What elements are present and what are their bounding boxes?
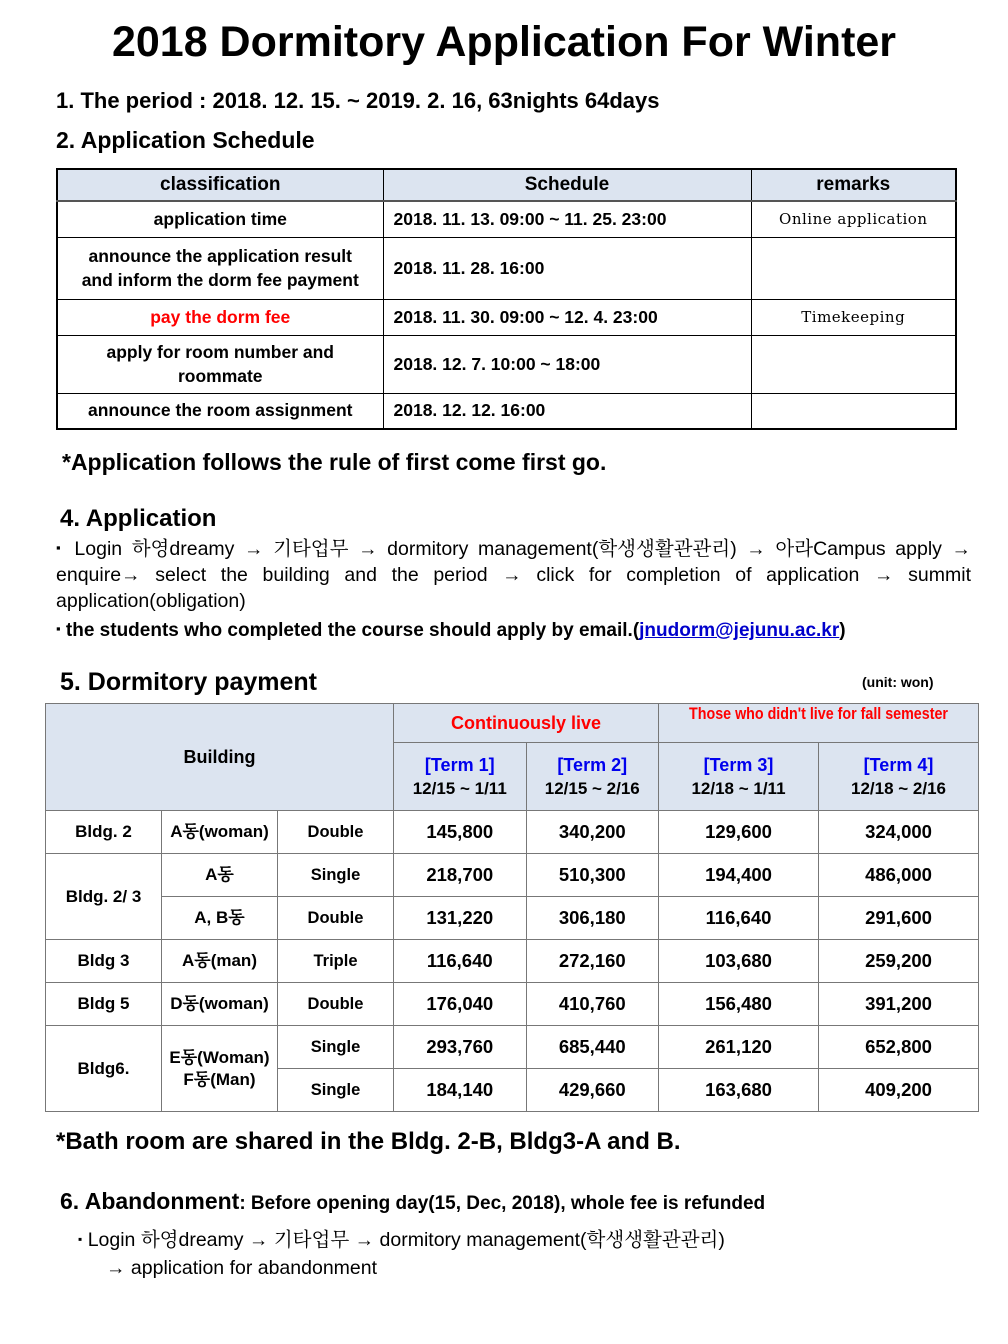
cell-term-1-fee: 218,700 xyxy=(394,854,527,897)
cell-room-type: Double xyxy=(278,811,394,854)
table-row xyxy=(57,237,956,299)
term-3-range: 12/18 ~ 1/11 xyxy=(691,778,786,798)
cell-building: Bldg 5 xyxy=(46,983,162,1026)
email-instruction-prefix: the students who completed the course should apply by email.( xyxy=(65,620,640,641)
cell-term-4-fee: 391,200 xyxy=(819,983,979,1026)
table-row xyxy=(46,897,979,940)
cell-dong-line2: F동(Man) xyxy=(183,1069,256,1089)
cell-term-1-fee: 131,220 xyxy=(394,897,527,940)
cell-classification xyxy=(57,335,383,393)
cell-term-3-fee: 261,120 xyxy=(659,1026,819,1069)
abandonment-section-heading xyxy=(60,1188,765,1215)
cell-building: Bldg6. xyxy=(46,1026,162,1112)
cell-term-3-fee: 116,640 xyxy=(659,897,819,940)
cell-term-2-fee: 340,200 xyxy=(526,811,659,854)
column-header-term-3 xyxy=(659,743,819,811)
email-instruction-suffix: ) xyxy=(839,620,846,641)
table-row xyxy=(57,335,956,393)
cell-term-3-fee: 129,600 xyxy=(659,811,819,854)
schedule-section-heading: 2. Application Schedule xyxy=(56,127,315,153)
term-2-range: 12/15 ~ 2/16 xyxy=(544,778,640,798)
cell-dong: A동(man) xyxy=(162,940,278,983)
cell-remarks xyxy=(751,335,956,393)
cell-term-1-fee: 145,800 xyxy=(394,811,527,854)
bullet-icon: ▪ xyxy=(78,1232,83,1246)
column-header-classification: classification xyxy=(57,169,383,201)
abandonment-heading-text: 6. Abandonment xyxy=(60,1188,240,1214)
cell-term-4-fee: 259,200 xyxy=(819,940,979,983)
dormitory-payment-table xyxy=(45,703,979,1112)
column-header-term-1 xyxy=(394,743,527,811)
cell-term-4-fee: 486,000 xyxy=(819,854,979,897)
cell-classification-line2: roommate xyxy=(177,366,263,386)
cell-room-type: Single xyxy=(278,1026,394,1069)
cell-classification-line1: apply for room number and xyxy=(106,342,335,362)
abandonment-flow-line-2: → application for abandonment xyxy=(106,1257,378,1279)
cell-room-type: Single xyxy=(278,1069,394,1112)
cell-term-4-fee: 652,800 xyxy=(819,1026,979,1069)
cell-classification xyxy=(57,237,383,299)
table-row xyxy=(46,811,979,854)
table-row xyxy=(46,983,979,1026)
column-header-building: Building xyxy=(46,704,394,811)
cell-classification: announce the room assignment xyxy=(57,393,383,429)
cell-room-type: Single xyxy=(278,854,394,897)
cell-term-2-fee: 410,760 xyxy=(526,983,659,1026)
cell-term-4-fee: 409,200 xyxy=(819,1069,979,1112)
term-1-range: 12/15 ~ 1/11 xyxy=(412,778,507,798)
payment-section-heading: 5. Dormitory payment xyxy=(60,668,318,696)
application-schedule-table xyxy=(56,168,957,430)
cell-dong-line1: E동(Woman) xyxy=(169,1047,270,1067)
cell-room-type: Double xyxy=(278,897,394,940)
term-4-label: [Term 4] xyxy=(863,754,934,775)
cell-term-2-fee: 272,160 xyxy=(526,940,659,983)
cell-term-1-fee: 116,640 xyxy=(394,940,527,983)
bullet-icon: ▪ xyxy=(56,540,65,555)
cell-term-4-fee: 324,000 xyxy=(819,811,979,854)
cell-schedule: 2018. 12. 7. 10:00 ~ 18:00 xyxy=(383,335,751,393)
cell-term-1-fee: 293,760 xyxy=(394,1026,527,1069)
cell-schedule: 2018. 12. 12. 16:00 xyxy=(383,393,751,429)
term-2-label: [Term 2] xyxy=(557,754,628,775)
cell-remarks xyxy=(751,237,956,299)
cell-term-3-fee: 103,680 xyxy=(659,940,819,983)
term-1-label: [Term 1] xyxy=(424,754,495,775)
first-come-note: *Application follows the rule of first come first go. xyxy=(62,449,607,475)
cell-remarks: Online application xyxy=(751,201,956,237)
cell-term-1-fee: 184,140 xyxy=(394,1069,527,1112)
cell-remarks: Timekeeping xyxy=(751,299,956,335)
cell-term-2-fee: 306,180 xyxy=(526,897,659,940)
table-row xyxy=(46,1026,979,1069)
table-row xyxy=(57,201,956,237)
cell-term-3-fee: 194,400 xyxy=(659,854,819,897)
column-group-header-continuous: Continuously live xyxy=(394,704,659,743)
cell-classification-line2: and inform the dorm fee payment xyxy=(81,270,359,290)
application-section-heading: 4. Application xyxy=(60,505,217,532)
table-row xyxy=(46,854,979,897)
cell-term-2-fee: 510,300 xyxy=(526,854,659,897)
cell-dong: D동(woman) xyxy=(162,983,278,1026)
cell-term-3-fee: 163,680 xyxy=(659,1069,819,1112)
unit-note: (unit: won) xyxy=(862,674,934,690)
cell-remarks xyxy=(751,393,956,429)
cell-term-2-fee: 429,660 xyxy=(526,1069,659,1112)
dorm-email-link[interactable]: jnudorm@jejunu.ac.kr xyxy=(639,620,840,641)
cell-schedule: 2018. 11. 28. 16:00 xyxy=(383,237,751,299)
cell-schedule: 2018. 11. 13. 09:00 ~ 11. 25. 23:00 xyxy=(383,201,751,237)
application-flow-text: Login 하영dreamy → 기타업무 → dormitory management(학생생활관관리) → 아라Campus apply → enquire→ select the building and the period → click for completion of application → summit application(obligation) xyxy=(56,538,971,612)
period-line: 1. The period : 2018. 12. 15. ~ 2019. 2. 16, 63nights 64days xyxy=(56,88,660,113)
cell-term-1-fee: 176,040 xyxy=(394,983,527,1026)
cell-building: Bldg. 2/ 3 xyxy=(46,854,162,940)
column-header-remarks: remarks xyxy=(751,169,956,201)
column-group-header-nonfall xyxy=(659,704,979,743)
column-header-term-4 xyxy=(819,743,979,811)
column-header-term-2 xyxy=(526,743,659,811)
cell-building: Bldg 3 xyxy=(46,940,162,983)
table-row xyxy=(57,393,956,429)
column-header-schedule: Schedule xyxy=(383,169,751,201)
abandonment-flow-line-1 xyxy=(78,1224,725,1252)
application-flow-paragraph xyxy=(56,535,971,614)
table-header-row-group xyxy=(46,704,979,743)
cell-dong: A, B동 xyxy=(162,897,278,940)
email-instruction-line xyxy=(56,620,986,642)
term-3-label: [Term 3] xyxy=(703,754,774,775)
cell-dong: A동(woman) xyxy=(162,811,278,854)
cell-room-type: Double xyxy=(278,983,394,1026)
cell-dong xyxy=(162,1026,278,1112)
cell-term-2-fee: 685,440 xyxy=(526,1026,659,1069)
cell-schedule: 2018. 11. 30. 09:00 ~ 12. 4. 23:00 xyxy=(383,299,751,335)
cell-building: Bldg. 2 xyxy=(46,811,162,854)
cell-term-4-fee: 291,600 xyxy=(819,897,979,940)
abandonment-heading-sub: : Before opening day(15, Dec, 2018), whole fee is refunded xyxy=(239,1193,766,1214)
abandonment-flow-text-1: Login 하영dreamy → 기타업무 → dormitory management(학생생활관관리) xyxy=(87,1229,725,1251)
table-row xyxy=(57,299,956,335)
cell-classification: application time xyxy=(57,201,383,237)
page-title: 2018 Dormitory Application For Winter xyxy=(111,18,897,66)
table-row xyxy=(46,940,979,983)
cell-classification-highlighted: pay the dorm fee xyxy=(57,299,383,335)
column-group-header-nonfall-text: Those who didn't live for fall semester xyxy=(689,704,948,723)
bullet-icon: ▪ xyxy=(56,621,61,636)
cell-room-type: Triple xyxy=(278,940,394,983)
cell-term-3-fee: 156,480 xyxy=(659,983,819,1026)
term-4-range: 12/18 ~ 2/16 xyxy=(850,778,946,798)
bathroom-note: *Bath room are shared in the Bldg. 2-B, Bldg3-A and B. xyxy=(56,1128,681,1155)
table-header-row xyxy=(57,169,956,201)
cell-dong: A동 xyxy=(162,854,278,897)
cell-classification-line1: announce the application result xyxy=(88,246,352,266)
